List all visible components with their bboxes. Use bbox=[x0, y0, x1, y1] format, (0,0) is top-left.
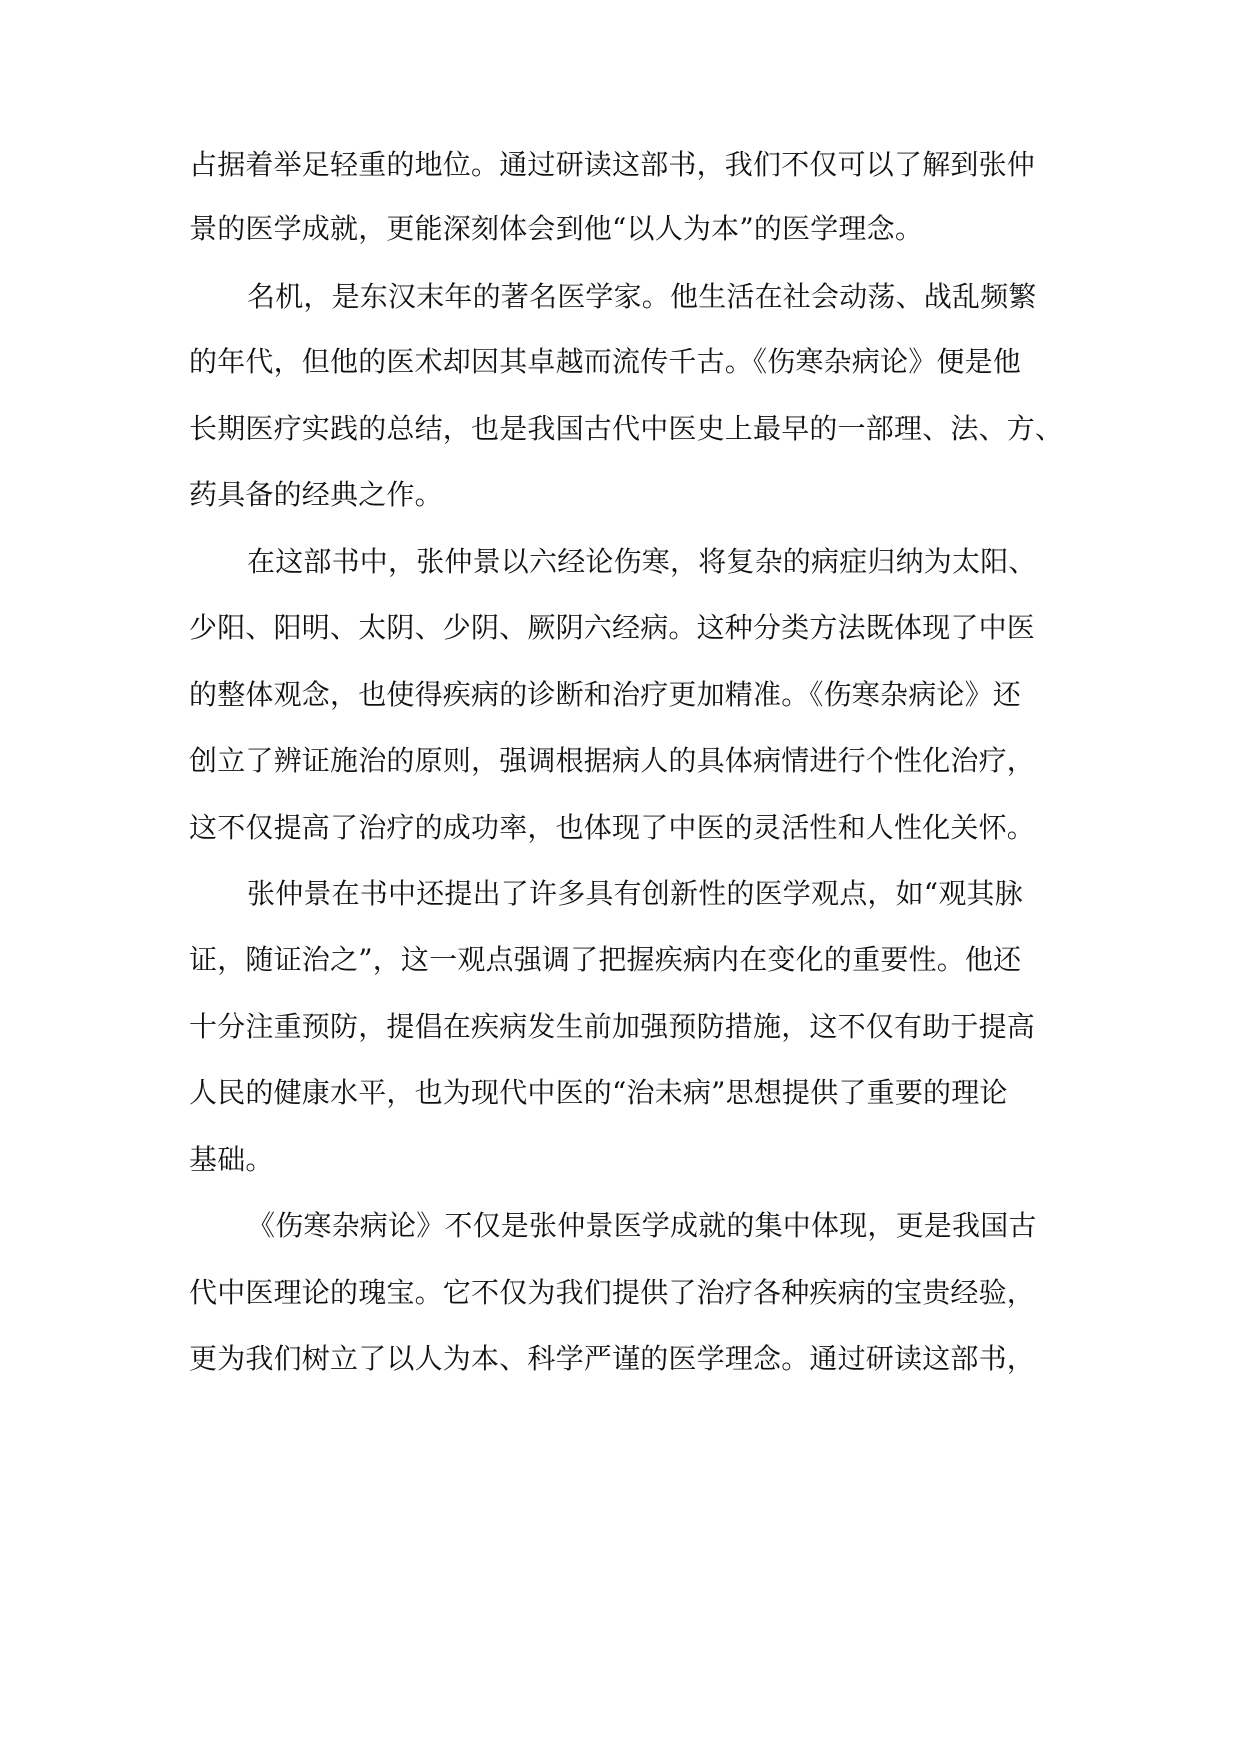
text-line: 药具备的经典之作。 bbox=[189, 478, 443, 511]
text-line: 长期医疗实践的总结，也是我国古代中医史上最早的一部理、法、方、 bbox=[189, 412, 1064, 445]
paragraph-first-line: 在这部书中，张仲景以六经论伤寒，将复杂的病症归纳为太阳、 bbox=[247, 545, 1037, 578]
text-line: 基础。 bbox=[189, 1143, 274, 1176]
text-line: 少阳、阳明、太阴、少阴、厥阴六经病。这种分类方法既体现了中医 bbox=[189, 611, 1036, 644]
paragraph-first-line: 张仲景在书中还提出了许多具有创新性的医学观点，如“观其脉 bbox=[247, 877, 1023, 910]
text-line: 景的医学成就，更能深刻体会到他“以人为本”的医学理念。 bbox=[189, 212, 924, 245]
text-line: 这不仅提高了治疗的成功率，也体现了中医的灵活性和人性化关怀。 bbox=[189, 811, 1036, 844]
text-line: 创立了辨证施治的原则，强调根据病人的具体病情进行个性化治疗， bbox=[189, 744, 1036, 777]
text-line: 证，随证治之”，这一观点强调了把握疾病内在变化的重要性。他还 bbox=[189, 943, 1022, 976]
text-line: 十分注重预防，提倡在疾病发生前加强预防措施，这不仅有助于提高 bbox=[189, 1010, 1036, 1043]
text-line: 的年代，但他的医术却因其卓越而流传千古。《伤寒杂病论》便是他 bbox=[189, 345, 1022, 378]
paragraph-first-line: 《伤寒杂病论》不仅是张仲景医学成就的集中体现，更是我国古 bbox=[247, 1209, 1037, 1242]
text-line: 更为我们树立了以人为本、科学严谨的医学理念。通过研读这部书， bbox=[189, 1342, 1036, 1375]
text-line: 占据着举足轻重的地位。通过研读这部书，我们不仅可以了解到张仲 bbox=[189, 148, 1036, 181]
paragraph-first-line: 名机，是东汉末年的著名医学家。他生活在社会动荡、战乱频繁 bbox=[247, 280, 1037, 313]
text-line: 的整体观念，也使得疾病的诊断和治疗更加精准。《伤寒杂病论》还 bbox=[189, 678, 1022, 711]
text-line: 人民的健康水平，也为现代中医的“治未病”思想提供了重要的理论 bbox=[189, 1076, 1008, 1109]
text-line: 代中医理论的瑰宝。它不仅为我们提供了治疗各种疾病的宝贵经验， bbox=[189, 1276, 1036, 1309]
